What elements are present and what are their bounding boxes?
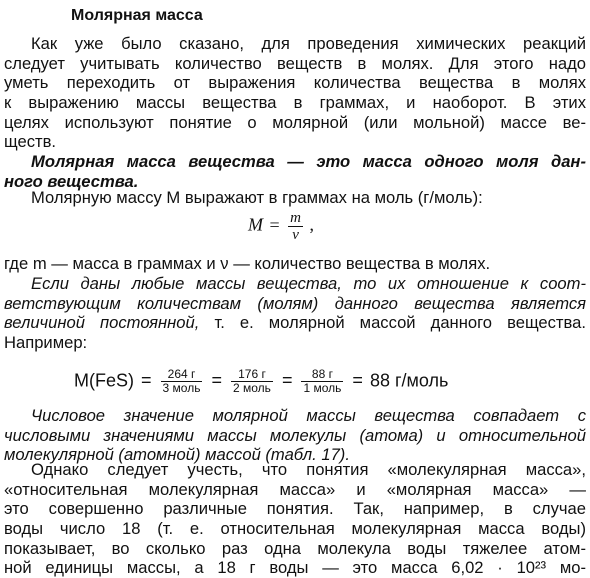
formula-result: 88 г/моль xyxy=(369,370,449,391)
text-line: «относительная молекулярная масса» и «молярная масса» — xyxy=(4,479,586,499)
fraction-denominator: 3 моль xyxy=(162,381,201,395)
text-line: к выражению массы вещества в граммах, и наоборот. В этих xyxy=(4,93,586,113)
text-line: числовыми значениями массы молекулы (атома) и относительной xyxy=(4,425,586,445)
text-line: Например: xyxy=(4,333,88,353)
text-line: Как уже было сказано, для проведения химических реакций xyxy=(31,34,586,53)
fraction-denominator: 1 моль xyxy=(303,381,342,395)
paragraph-numeric-value xyxy=(4,406,586,465)
text-line: ной единицы массы, а 18 г воды — это масса 6,02 · 10²³ мо- xyxy=(4,558,586,578)
formula-fraction xyxy=(161,368,203,395)
text-line: где m — масса в граммах и ν — количество вещества в молях. xyxy=(4,254,491,273)
fraction-numerator: 264 г xyxy=(161,368,203,382)
text-line: Молярная масса вещества — это масса одного моля дан- xyxy=(31,152,586,171)
formula-tail: , xyxy=(309,214,314,235)
text-line: это совершенно различные понятия. Так, например, в случае xyxy=(4,499,586,519)
paragraph-units xyxy=(4,188,586,208)
formula-fraction xyxy=(231,368,273,395)
paragraph-where xyxy=(4,254,586,274)
text-line: ветствующим количествам (молям) данного вещества является xyxy=(4,293,586,313)
formula-equals: = xyxy=(141,370,152,391)
formula-equals: = xyxy=(281,370,293,391)
text-line: Молярную массу M выражают в граммах на моль (г/моль): xyxy=(31,188,483,207)
fraction-denominator: 2 моль xyxy=(233,381,271,395)
fraction-numerator: m xyxy=(290,210,301,226)
text-line xyxy=(4,313,586,333)
text-line: молекулярной (атомной) массой (табл. 17). xyxy=(4,445,350,465)
formula-fes xyxy=(74,368,448,395)
fraction-numerator: 176 г xyxy=(231,368,273,382)
formula-equals: = xyxy=(352,370,363,391)
paragraph-ratio xyxy=(4,274,586,353)
section-heading: Молярная масса xyxy=(71,7,203,24)
text-line: Если даны любые массы вещества, то их отношение к соот- xyxy=(31,274,586,293)
text-regular: т. е. молярной массой данного вещества. xyxy=(199,313,586,333)
text-line: Числовое значение молярной массы вещества совпадает с xyxy=(31,406,586,425)
fraction-denominator: ν xyxy=(292,227,299,243)
formula-lhs: M(FeS) xyxy=(74,370,134,391)
paragraph-distinction xyxy=(4,460,586,578)
text-line: воды число 18 (т. е. относительная молекулярная масса воды) xyxy=(4,519,586,539)
text-line: целях используют понятие о молярной (или мольной) массе ве- xyxy=(4,112,586,132)
text-line: уметь переходить от выражения количества вещества в молях xyxy=(4,73,586,93)
formula-molar-mass xyxy=(248,210,314,243)
formula-fraction xyxy=(288,210,303,243)
formula-lhs: M xyxy=(248,214,263,235)
formula-equals: = xyxy=(269,214,280,235)
definition-paragraph xyxy=(4,152,586,191)
formula-fraction xyxy=(301,368,343,395)
text-line: Однако следует учесть, что понятия «молекулярная масса», xyxy=(31,460,586,479)
fraction-numerator: 88 г xyxy=(301,368,343,382)
text-line: ного вещества. xyxy=(4,171,139,191)
text-line: следует учитывать количество веществ в молях. Для этого надо xyxy=(4,53,586,73)
text-line: показывает, во сколько раз одна молекула воды тяжелее атом- xyxy=(4,538,586,558)
text-italic: величиной постоянной, xyxy=(4,313,200,333)
text-line: ществ. xyxy=(4,132,57,152)
formula-equals: = xyxy=(211,370,222,391)
paragraph-intro xyxy=(4,34,586,152)
